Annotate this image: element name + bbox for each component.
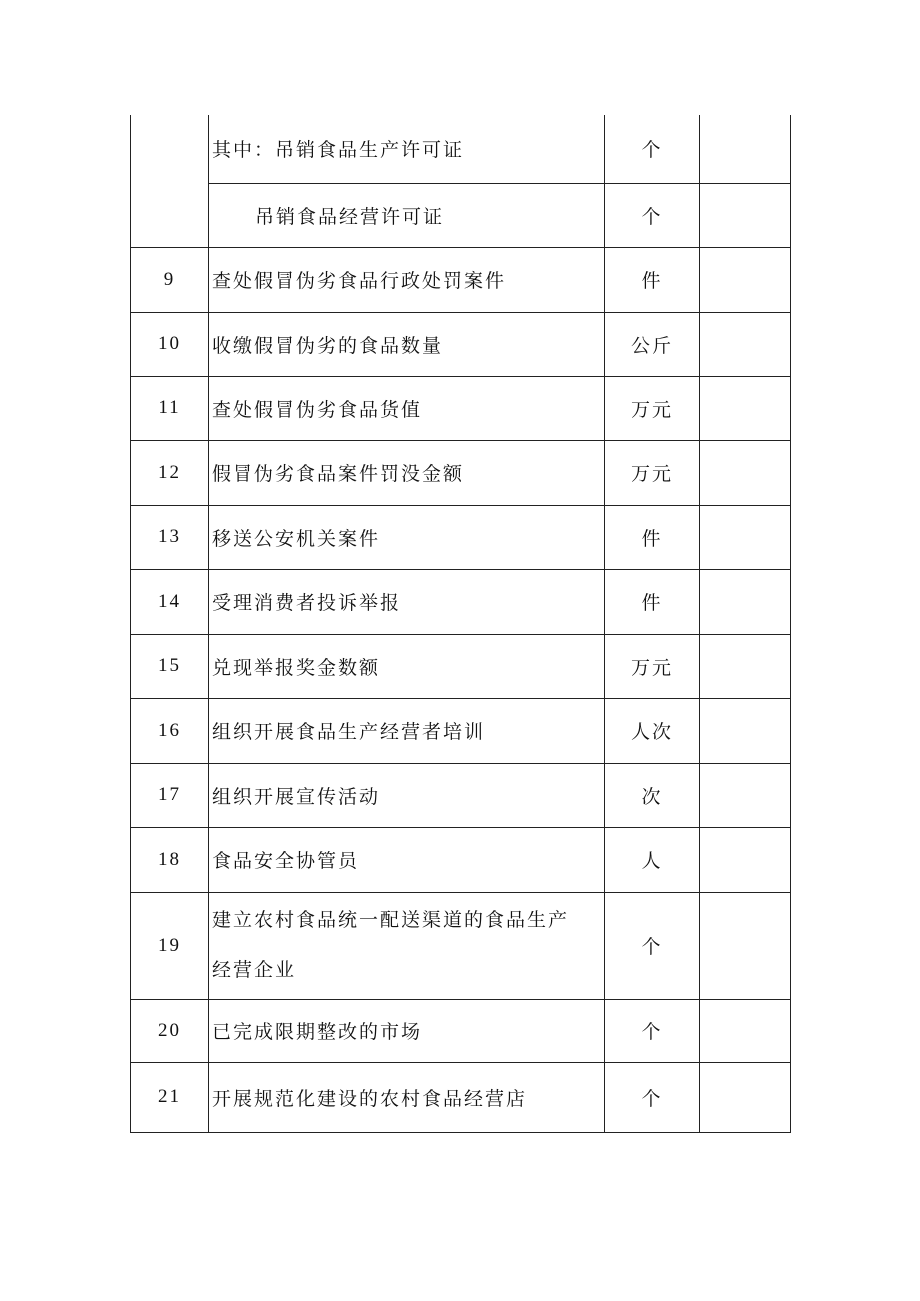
item-cell: 吊销食品经营许可证	[209, 183, 605, 247]
unit-cell: 万元	[605, 440, 700, 505]
item-cell: 查处假冒伪劣食品行政处罚案件	[209, 247, 605, 312]
table-row	[131, 763, 791, 827]
item-cell	[209, 892, 605, 999]
table-row	[131, 312, 791, 376]
unit-cell: 万元	[605, 376, 700, 440]
value-cell[interactable]	[700, 1062, 791, 1132]
unit-cell: 次	[605, 763, 700, 827]
value-cell[interactable]	[700, 827, 791, 892]
row-number-cell	[131, 115, 209, 247]
unit-cell: 个	[605, 999, 700, 1062]
unit-cell: 人	[605, 827, 700, 892]
value-cell[interactable]	[700, 698, 791, 763]
unit-cell: 万元	[605, 634, 700, 698]
row-number-cell: 12	[131, 440, 209, 505]
table-row	[131, 505, 791, 569]
table-row	[131, 827, 791, 892]
row-number-cell: 15	[131, 634, 209, 698]
table-row	[131, 1062, 791, 1132]
item-text	[212, 893, 604, 999]
row-number-cell: 10	[131, 312, 209, 376]
item-cell: 已完成限期整改的市场	[209, 999, 605, 1062]
table-row	[131, 892, 791, 999]
row-number-cell: 20	[131, 999, 209, 1062]
unit-cell: 个	[605, 892, 700, 999]
row-number-cell: 13	[131, 505, 209, 569]
value-cell[interactable]	[700, 763, 791, 827]
value-cell[interactable]	[700, 183, 791, 247]
row-number-cell: 9	[131, 247, 209, 312]
item-cell: 收缴假冒伪劣的食品数量	[209, 312, 605, 376]
item-cell: 兑现举报奖金数额	[209, 634, 605, 698]
unit-cell: 人次	[605, 698, 700, 763]
item-cell: 组织开展食品生产经营者培训	[209, 698, 605, 763]
row-number-cell: 16	[131, 698, 209, 763]
table-row	[131, 698, 791, 763]
value-cell[interactable]	[700, 892, 791, 999]
table-row	[131, 569, 791, 634]
unit-cell: 件	[605, 569, 700, 634]
value-cell[interactable]	[700, 115, 791, 183]
unit-cell: 个	[605, 1062, 700, 1132]
unit-cell: 个	[605, 183, 700, 247]
unit-cell: 件	[605, 247, 700, 312]
value-cell[interactable]	[700, 999, 791, 1062]
table-row	[131, 183, 791, 247]
statistics-sheet	[130, 115, 790, 1133]
table-row	[131, 634, 791, 698]
table-row	[131, 247, 791, 312]
table-row	[131, 440, 791, 505]
item-cell: 开展规范化建设的农村食品经营店	[209, 1062, 605, 1132]
item-cell: 假冒伪劣食品案件罚没金额	[209, 440, 605, 505]
row-number-cell: 17	[131, 763, 209, 827]
row-number-cell: 18	[131, 827, 209, 892]
statistics-table	[130, 115, 791, 1133]
item-cell: 其中：吊销食品生产许可证	[209, 115, 605, 183]
item-line-1: 建立农村食品统一配送渠道的食品生产	[212, 908, 570, 931]
value-cell[interactable]	[700, 312, 791, 376]
value-cell[interactable]	[700, 505, 791, 569]
value-cell[interactable]	[700, 440, 791, 505]
table-row	[131, 376, 791, 440]
item-line-2: 经营企业	[212, 958, 297, 981]
unit-cell: 个	[605, 115, 700, 183]
unit-cell: 公斤	[605, 312, 700, 376]
row-number-cell: 21	[131, 1062, 209, 1132]
item-cell: 食品安全协管员	[209, 827, 605, 892]
value-cell[interactable]	[700, 247, 791, 312]
value-cell[interactable]	[700, 569, 791, 634]
row-number-cell: 11	[131, 376, 209, 440]
row-number-cell: 14	[131, 569, 209, 634]
value-cell[interactable]	[700, 634, 791, 698]
item-cell: 受理消费者投诉举报	[209, 569, 605, 634]
row-number-cell: 19	[131, 892, 209, 999]
value-cell[interactable]	[700, 376, 791, 440]
item-cell: 查处假冒伪劣食品货值	[209, 376, 605, 440]
table-row	[131, 999, 791, 1062]
unit-cell: 件	[605, 505, 700, 569]
item-cell: 组织开展宣传活动	[209, 763, 605, 827]
item-cell: 移送公安机关案件	[209, 505, 605, 569]
table-row	[131, 115, 791, 183]
